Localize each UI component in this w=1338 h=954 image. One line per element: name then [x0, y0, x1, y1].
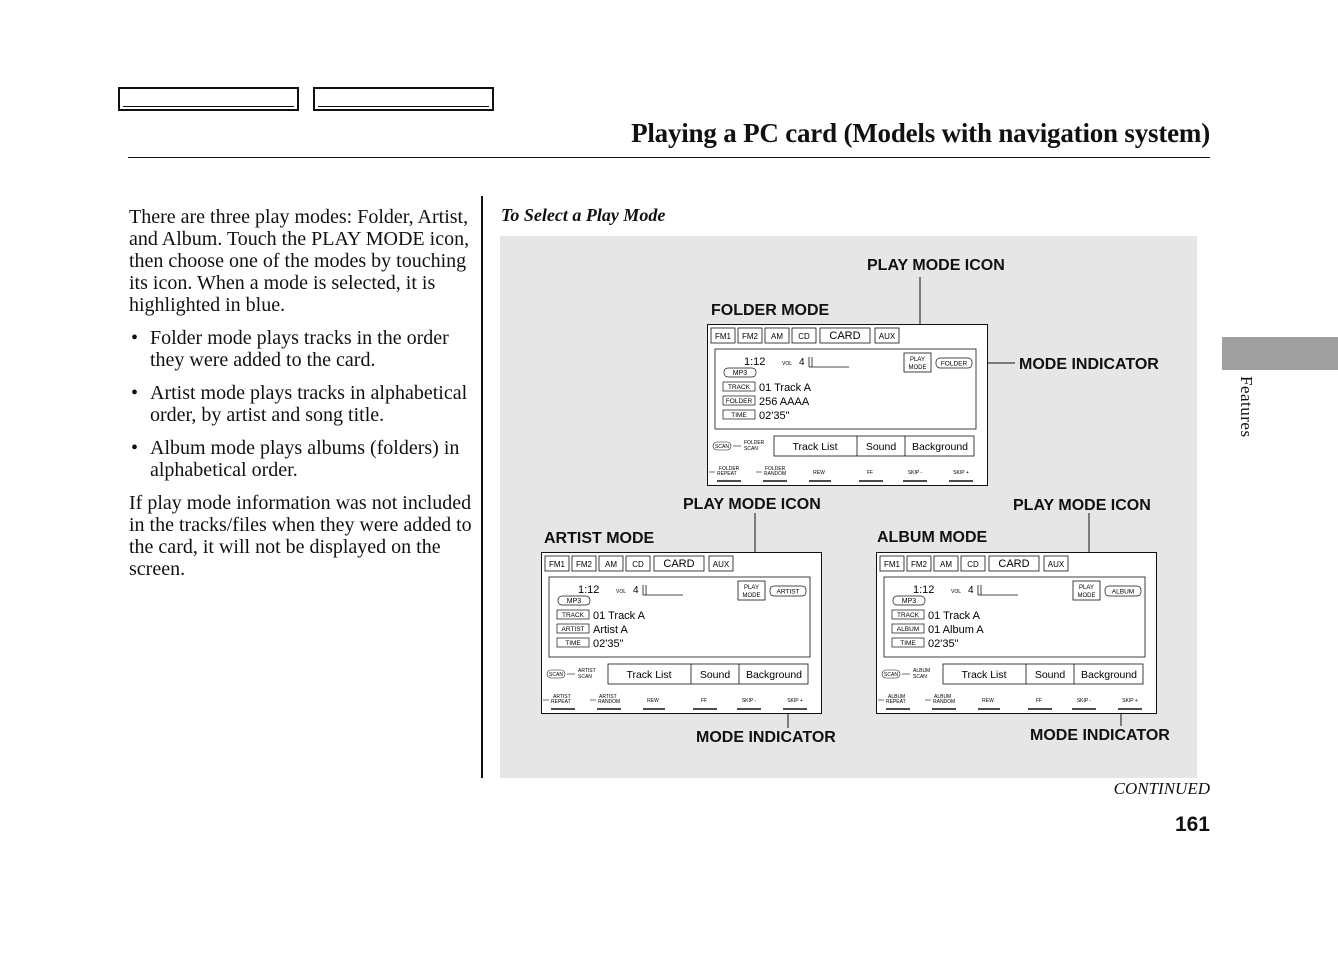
- info-tag-label: ALBUM: [896, 626, 920, 633]
- hardware-label: REW: [813, 470, 825, 476]
- repeat-label: REPEAT: [717, 471, 737, 477]
- info-value: 02'35": [759, 410, 790, 422]
- mode-indicator-label: ARTIST: [776, 588, 800, 596]
- body-text: [129, 206, 474, 591]
- repeat-label: ALBUM: [888, 694, 906, 700]
- info-tag-label: TIME: [900, 640, 916, 647]
- nav-button-left[interactable]: [118, 87, 299, 111]
- info-tag-label: TRACK: [561, 612, 585, 619]
- intro-paragraph: There are three play modes: Folder, Artist, and Album. Touch the PLAY MODE icon, then choose one of the modes by touching its icon. When a mode is selected, it is highlighted in blue.: [129, 206, 470, 316]
- play-mode-label: MODE: [1077, 593, 1096, 599]
- band-label: CD: [798, 332, 810, 341]
- band-label: AM: [605, 560, 617, 569]
- callout-album-mode: ALBUM MODE: [877, 529, 988, 546]
- info-value: 01 Album A: [928, 624, 984, 636]
- track-list-button[interactable]: Track List: [626, 669, 672, 681]
- vol-value: 4: [799, 357, 805, 368]
- band-label: FM2: [742, 332, 758, 341]
- band-label: FM1: [884, 560, 900, 569]
- repeat-label: REPEAT: [551, 699, 571, 705]
- callout-play-mode-icon-right: PLAY MODE ICON: [1013, 497, 1151, 514]
- info-value: 01 Track A: [759, 382, 811, 394]
- info-tag-label: TIME: [565, 640, 581, 647]
- folder-mode-screen: [707, 324, 988, 486]
- info-value: 02'35": [928, 638, 959, 650]
- elapsed-time: 1:12: [913, 584, 935, 596]
- sound-button[interactable]: Sound: [865, 441, 897, 453]
- repeat-label: FOLDER: [719, 466, 740, 472]
- section-tab[interactable]: [1222, 337, 1338, 370]
- sound-button[interactable]: Sound: [1034, 669, 1066, 681]
- scan-mode-label: ARTIST: [578, 668, 596, 674]
- band-label: CD: [967, 560, 979, 569]
- band-label: AUX: [712, 560, 730, 569]
- closing-paragraph: If play mode information was not included in the tracks/files when they were added to the card, it will not be displayed on the screen.: [129, 492, 472, 580]
- info-value: 02'35": [593, 638, 624, 650]
- section-heading: To Select a Play Mode: [501, 205, 666, 225]
- callout-folder-mode: FOLDER MODE: [711, 302, 830, 319]
- info-value: 256 AAAA: [759, 396, 810, 408]
- random-label: RANDOM: [598, 699, 621, 705]
- hardware-label: FF: [866, 470, 874, 476]
- track-list-button[interactable]: Track List: [961, 669, 1007, 681]
- random-label: ALBUM: [934, 694, 952, 700]
- callout-mode-indicator-left: MODE INDICATOR: [696, 729, 836, 746]
- callout-artist-mode: ARTIST MODE: [544, 530, 655, 547]
- hardware-label: REW: [647, 698, 659, 704]
- scan-label: SCAN: [549, 672, 563, 678]
- band-label: FM2: [576, 560, 592, 569]
- scan-label: SCAN: [884, 672, 898, 678]
- info-value: 01 Track A: [593, 610, 645, 622]
- play-mode-label: PLAY: [1079, 585, 1094, 591]
- hardware-label: SKIP +: [787, 698, 803, 704]
- play-mode-label: PLAY: [910, 357, 925, 363]
- background-button[interactable]: Background: [1080, 669, 1138, 681]
- background-button[interactable]: Background: [911, 441, 969, 453]
- artist-mode-screen: [541, 552, 822, 714]
- scan-mode-label: FOLDER: [744, 440, 765, 446]
- page-title: Playing a PC card (Models with navigation system): [631, 118, 1210, 148]
- play-mode-label: MODE: [742, 593, 761, 599]
- band-label: AM: [771, 332, 783, 341]
- hardware-label: FF: [1035, 698, 1043, 704]
- hardware-label: FF: [700, 698, 708, 704]
- mp3-label: MP3: [901, 598, 917, 605]
- callout-mode-indicator-bottom-right: MODE INDICATOR: [1030, 727, 1170, 744]
- album-mode-screen: [876, 552, 1157, 714]
- title-divider: [128, 157, 1210, 158]
- scan-mode-label: ALBUM: [913, 668, 931, 674]
- background-button[interactable]: Background: [745, 669, 803, 681]
- band-label: CD: [632, 560, 644, 569]
- callout-play-mode-icon-left: PLAY MODE ICON: [683, 496, 821, 513]
- vol-label: VOL: [951, 589, 962, 595]
- column-divider: [481, 196, 483, 778]
- band-label: FM1: [715, 332, 731, 341]
- mode-indicator-label: ALBUM: [1111, 588, 1135, 596]
- random-label: FOLDER: [765, 466, 786, 472]
- hardware-label: SKIP -: [1076, 698, 1092, 704]
- play-mode-label: MODE: [908, 365, 927, 371]
- list-item: • Album mode plays albums (folders) in alphabetical order.: [129, 437, 474, 481]
- hardware-label: SKIP -: [907, 470, 923, 476]
- continued-label: CONTINUED: [1113, 779, 1210, 798]
- page-number: 161: [1174, 813, 1210, 836]
- band-label: CARD: [829, 330, 861, 342]
- mode-list: [129, 327, 474, 481]
- mp3-label: MP3: [566, 598, 582, 605]
- vol-value: 4: [633, 585, 639, 596]
- mp3-label: MP3: [732, 370, 748, 377]
- band-label: FM1: [549, 560, 565, 569]
- hardware-label: REW: [982, 698, 994, 704]
- section-tab-label: Features: [1237, 376, 1256, 438]
- band-label: CARD: [663, 558, 695, 570]
- callout-play-mode-icon-top: PLAY MODE ICON: [867, 257, 1005, 274]
- info-tag-label: ARTIST: [561, 626, 585, 633]
- band-label: FM2: [911, 560, 927, 569]
- hardware-label: SKIP +: [1122, 698, 1138, 704]
- vol-value: 4: [968, 585, 974, 596]
- callout-mode-indicator-right: MODE INDICATOR: [1019, 356, 1159, 373]
- scan-label: SCAN: [715, 444, 729, 450]
- random-label: ARTIST: [599, 694, 617, 700]
- list-item: • Folder mode plays tracks in the order they were added to the card.: [129, 327, 474, 371]
- mode-indicator-label: FOLDER: [940, 360, 968, 368]
- info-value: Artist A: [593, 624, 628, 636]
- elapsed-time: 1:12: [744, 356, 766, 368]
- vol-label: VOL: [616, 589, 627, 595]
- info-tag-label: TRACK: [727, 384, 751, 391]
- band-label: AM: [940, 560, 952, 569]
- repeat-label: ARTIST: [553, 694, 571, 700]
- list-item: • Artist mode plays tracks in alphabetical order, by artist and song title.: [129, 382, 474, 426]
- random-label: RANDOM: [933, 699, 956, 705]
- band-label: CARD: [998, 558, 1030, 570]
- repeat-label: REPEAT: [886, 699, 906, 705]
- random-label: RANDOM: [764, 471, 787, 477]
- band-label: AUX: [878, 332, 896, 341]
- info-tag-label: FOLDER: [725, 398, 753, 405]
- info-tag-label: TRACK: [896, 612, 920, 619]
- band-label: AUX: [1047, 560, 1065, 569]
- elapsed-time: 1:12: [578, 584, 600, 596]
- info-value: 01 Track A: [928, 610, 980, 622]
- scan-mode-label: SCAN: [578, 674, 592, 680]
- hardware-label: SKIP +: [953, 470, 969, 476]
- vol-label: VOL: [782, 361, 793, 367]
- nav-button-right[interactable]: [313, 87, 494, 111]
- play-mode-figure: [500, 236, 1197, 778]
- hardware-label: SKIP -: [741, 698, 757, 704]
- sound-button[interactable]: Sound: [699, 669, 731, 681]
- scan-mode-label: SCAN: [744, 446, 758, 452]
- scan-mode-label: SCAN: [913, 674, 927, 680]
- info-tag-label: TIME: [731, 412, 747, 419]
- track-list-button[interactable]: Track List: [792, 441, 838, 453]
- play-mode-label: PLAY: [744, 585, 759, 591]
